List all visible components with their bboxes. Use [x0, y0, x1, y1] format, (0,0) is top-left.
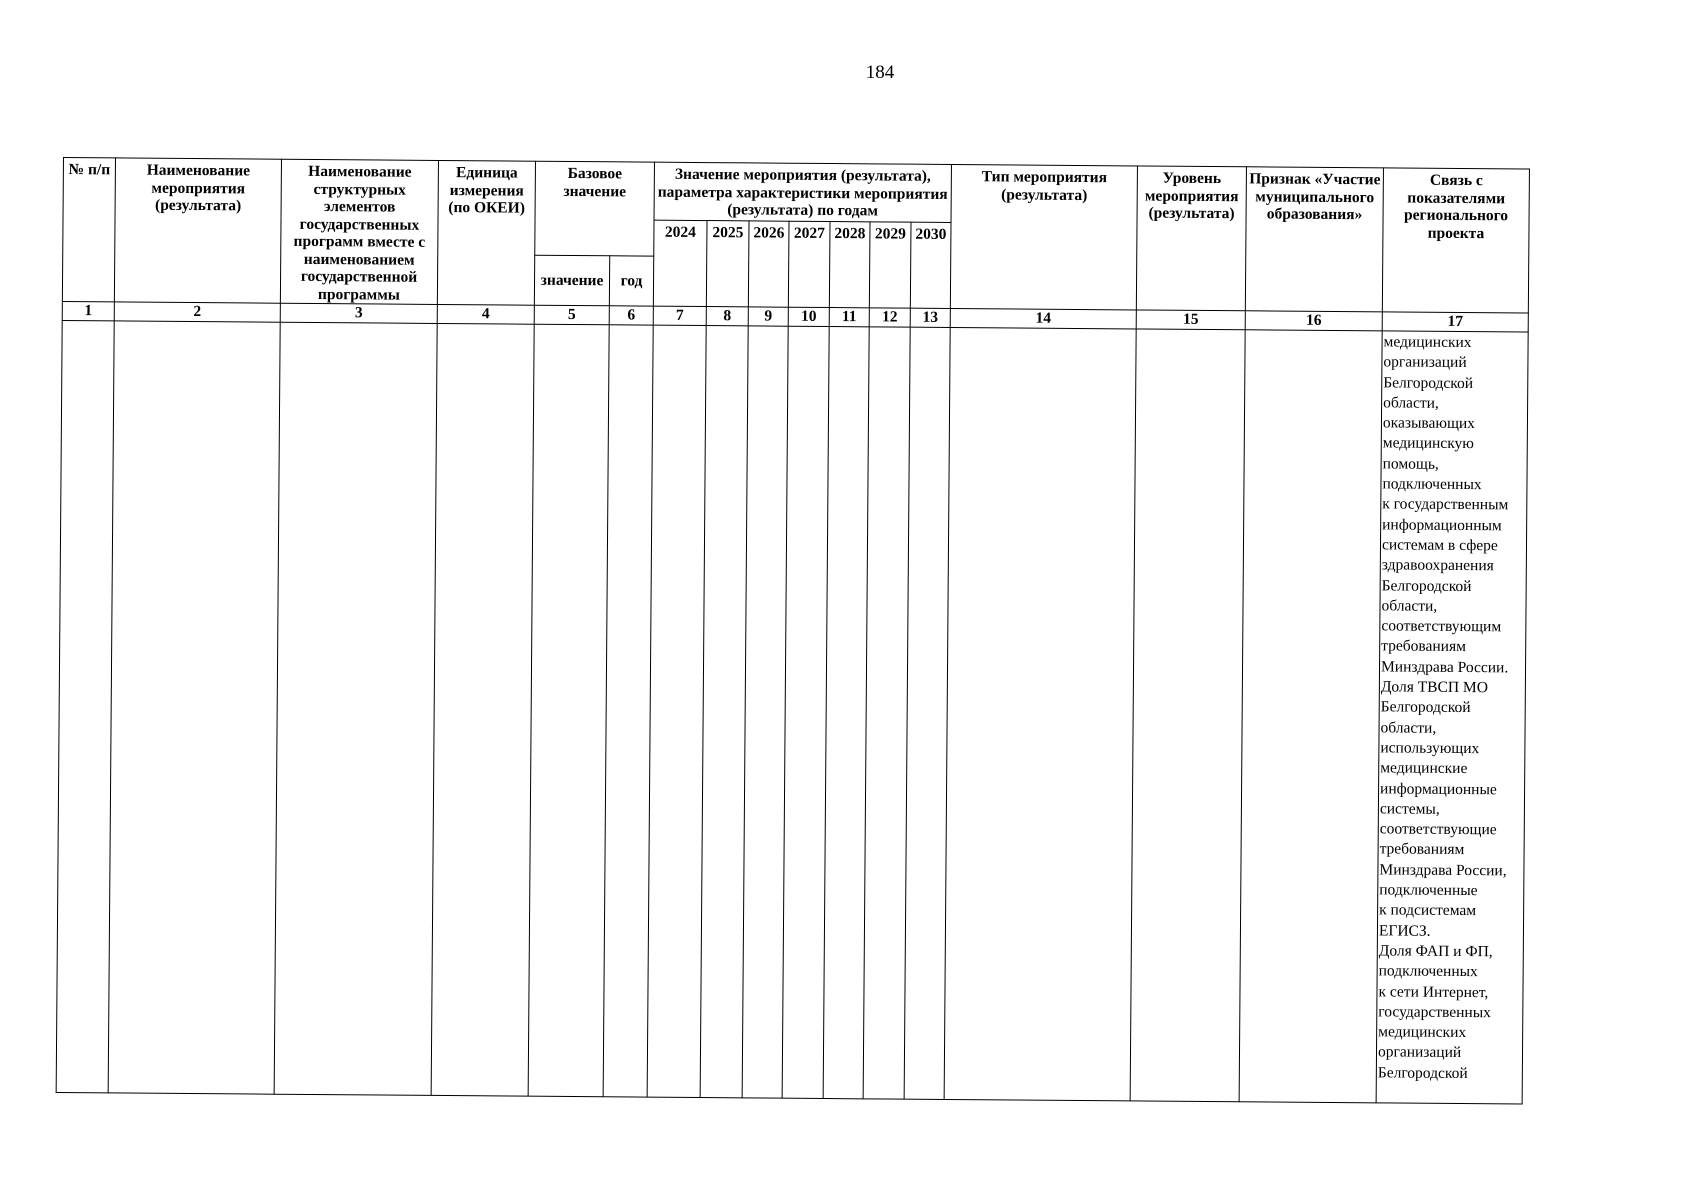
column-number: 12	[869, 308, 910, 327]
text-line: Доля ФАП и ФП,	[1378, 942, 1493, 961]
text-line: здравоохранения	[1381, 556, 1494, 575]
table-cell-16	[1239, 330, 1382, 1103]
text-line: ЕГИСЗ.	[1378, 921, 1431, 940]
text-line: организаций	[1383, 353, 1467, 372]
table-row	[56, 320, 1528, 1103]
column-number: 11	[829, 308, 869, 327]
text-line: требованиям	[1381, 637, 1467, 656]
header-year-2025: 2025	[706, 221, 749, 307]
table-cell-15	[1130, 329, 1245, 1102]
header-base-value-value: значение	[534, 255, 609, 306]
header-year-2024: 2024	[653, 220, 707, 306]
text-line: области,	[1383, 394, 1439, 412]
table-cell-10	[782, 326, 829, 1098]
table-cell-9	[742, 326, 788, 1098]
table-cell-2	[108, 321, 280, 1094]
header-measure-name: Наименование мероприятия (результата)	[114, 158, 281, 303]
table-cell-5	[528, 324, 609, 1097]
header-municipal-participation: Признак «Участие муниципального образования»	[1245, 167, 1383, 312]
header-base-value: Базовое значение	[535, 161, 655, 256]
measures-table	[56, 157, 1530, 1104]
header-base-value-year: год	[609, 256, 653, 306]
column-number: 17	[1382, 312, 1528, 332]
text-line: Доля ТВСП МО	[1380, 678, 1488, 697]
column-number: 16	[1245, 311, 1382, 331]
text-line: Белгородской	[1381, 576, 1472, 595]
text-line: системы,	[1379, 800, 1440, 818]
table-cell-13	[904, 327, 950, 1099]
header-structural-elements: Наименование структурных элементов государственных программ вместе с наименованием государственной программы	[280, 159, 438, 304]
table-cell-7	[647, 325, 706, 1097]
text-line: медицинскую	[1382, 434, 1474, 453]
text-line: помощь,	[1382, 455, 1439, 473]
header-year-2029: 2029	[869, 222, 911, 308]
column-number: 15	[1136, 310, 1245, 330]
header-measure-type: Тип мероприятия (результата)	[950, 164, 1137, 309]
table-cell-14	[944, 327, 1136, 1100]
text-line: области,	[1381, 597, 1438, 615]
text-line: к государственным	[1382, 495, 1509, 514]
text-line: подключенные	[1379, 881, 1478, 900]
text-line: использующих	[1380, 739, 1480, 758]
header-year-2030: 2030	[910, 222, 951, 308]
text-line: соответствующим	[1381, 617, 1502, 636]
text-line: государственных	[1378, 1003, 1491, 1022]
measures-table-sheet	[56, 157, 1530, 1104]
text-line: подключенных	[1378, 962, 1478, 981]
header-measure-level: Уровень мероприятия (результата)	[1136, 166, 1246, 311]
regional-link-text	[1376, 331, 1528, 1104]
table-cell-4	[431, 323, 534, 1096]
text-line: Белгородской	[1380, 698, 1471, 717]
column-number: 2	[114, 302, 280, 322]
table-cell-1	[56, 320, 114, 1092]
text-line: системам в сфере	[1381, 536, 1498, 555]
header-year-2026: 2026	[748, 221, 789, 307]
header-regional-link: Связь с показателями регионального проекта	[1382, 168, 1529, 313]
column-number: 9	[748, 307, 788, 326]
header-year-2028: 2028	[829, 222, 870, 308]
column-number: 1	[62, 301, 114, 320]
text-line: к сети Интернет,	[1378, 982, 1489, 1001]
table-cell-12	[863, 327, 910, 1099]
column-number: 7	[653, 306, 706, 325]
column-number: 8	[706, 307, 748, 326]
header-number: № п/п	[62, 158, 115, 302]
text-line: организаций	[1377, 1043, 1462, 1062]
header-years-group: Значение мероприятия (результата), параметра характеристики мероприятия (результата) по годам	[654, 162, 951, 222]
column-number: 6	[609, 306, 653, 325]
table-cell-3	[274, 322, 437, 1095]
text-line: информационные	[1380, 779, 1497, 798]
table-cell-8	[700, 326, 748, 1098]
column-number: 10	[788, 307, 829, 326]
text-line: Белгородской	[1383, 373, 1474, 392]
table-cell-6	[603, 325, 653, 1097]
text-line: медицинские	[1380, 759, 1468, 778]
header-year-2027: 2027	[788, 221, 830, 307]
text-line: к подсистемам	[1379, 901, 1477, 920]
text-line: оказывающих	[1382, 414, 1476, 433]
text-line: информационным	[1382, 516, 1502, 534]
text-line: Белгородской	[1377, 1064, 1468, 1082]
text-line: Минздрава России,	[1379, 861, 1507, 880]
column-number: 14	[950, 308, 1136, 328]
text-line: подключенных	[1382, 475, 1482, 494]
text-line: медицинских	[1378, 1023, 1467, 1042]
column-number: 3	[280, 303, 437, 323]
column-number: 13	[910, 308, 950, 327]
text-line: требованиям	[1379, 840, 1465, 859]
table-cell-11	[823, 327, 869, 1099]
column-number: 5	[534, 305, 609, 325]
text-line: области,	[1380, 719, 1437, 737]
text-line: Минздрава России.	[1380, 658, 1509, 677]
column-number: 4	[437, 304, 534, 324]
text-line: соответствующие	[1379, 820, 1497, 839]
text-line: медицинских	[1383, 333, 1472, 352]
page-number: 184	[865, 62, 895, 83]
header-unit: Единица измерения (по ОКЕИ)	[437, 160, 535, 305]
